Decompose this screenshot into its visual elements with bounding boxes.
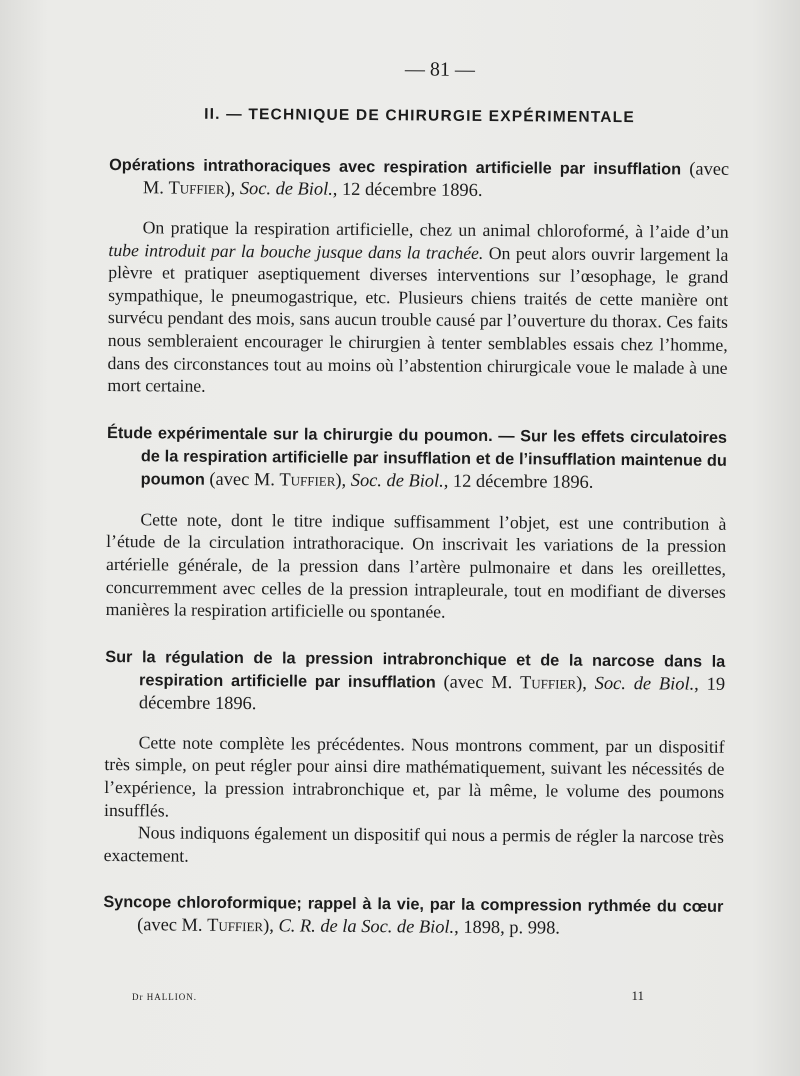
ref-date: , 1898, p. 998. <box>454 917 561 938</box>
entry-paragraph <box>107 216 728 402</box>
publication-entry <box>106 421 728 626</box>
paragraph-text: On peut alors ouvrir largement la plèvre et pratiquer aseptiquement diverses interventions sur l’œsophage, le grand sympathique, le pneumogastrique, etc. Plusieurs chiens traités de cette manière ont survécu pendant des mois, sans aucun trouble causé par l’ouverture du thorax. Ces faits nous sembleraient encourager le chirurgien à tenter semblables essais chez l’homme, dans des circonstances tout au moins où l’abstention chirurgicale voue le malade à une mort certaine. <box>107 242 729 396</box>
journal-name: C. R. de la Soc. de Biol. <box>278 915 455 938</box>
entry-header <box>109 153 729 203</box>
entry-header <box>105 645 726 718</box>
entry-header <box>107 421 728 495</box>
entry-title: Opérations intrathoraciques avec respiration artificielle par insufflation <box>109 155 682 179</box>
paragraph-text: On pratique la respiration artificielle, chez un animal chloroformé, à l’aide d’un <box>142 217 729 242</box>
coauthor-name: Tuffier <box>279 469 336 490</box>
entry-title: Sur la régulation de la pression intrabronchique et de la narcose dans la respiration artificielle par insufflation <box>105 647 726 692</box>
ref-prefix: (avec M. <box>142 158 730 198</box>
ref-mid: ), <box>335 469 351 490</box>
coauthor-name: Tuffier <box>168 177 225 198</box>
journal-name: Soc. de Biol. <box>239 178 333 199</box>
entry-title: Syncope chloroformique; rappel à la vie, par la compression rythmée du cœur <box>103 893 724 917</box>
entry-paragraph: Cette note complète les précédentes. Nous montrons comment, par un dispositif très simple, on peut régler pour ainsi dire mathématiquement, suivant les nécessités de l’expérience, la pression intrabronchique et, par là même, le volume des poumons insufflés. <box>104 731 725 820</box>
ref-date: , 12 décembre 1896. <box>443 470 594 492</box>
coauthor-name: Tuffier <box>207 915 264 936</box>
ref-date: , 12 décembre 1896. <box>332 178 483 200</box>
page-body <box>103 56 730 940</box>
page-footer <box>132 988 644 1004</box>
ref-prefix: (avec M. <box>137 914 208 936</box>
publication-entry <box>104 645 726 871</box>
ref-date: , 19 décembre 1896. <box>138 673 726 713</box>
ref-prefix: (avec M. <box>435 671 521 692</box>
author-signature: Dr HALLION. <box>132 992 197 1002</box>
journal-name: Soc. de Biol. <box>594 672 695 694</box>
page-number: — 81 — <box>404 58 475 81</box>
entry-header <box>103 890 723 940</box>
publication-entry <box>107 153 729 402</box>
coauthor-name: Tuffier <box>520 671 577 693</box>
entry-paragraph: Nous indiquons également un dispositif qui nous a permis de régler la narcose très exactement. <box>103 822 724 866</box>
sheet-number: 11 <box>631 988 644 1003</box>
entry-paragraph: Cette note, dont le titre indique suffisamment l’objet, est une contribution à l’étude de la circulation intrathoracique. On inscrivait les variations de la pression artérielle générale, de la pression dans l’artère pulmonaire et dans les oreillettes, concurremment avec celles de la pression intrapleurale, tout en modifiant de diverses manières la respiration artificielle ou spontanée. <box>105 509 727 622</box>
journal-name: Soc. de Biol. <box>350 469 444 491</box>
section-heading: II. — TECHNIQUE DE CHIRURGIE EXPÉRIMENTALE <box>204 105 635 127</box>
entry-title: Étude expérimentale sur la chirurgie du poumon. — Sur les effets circulatoires de la respiration artificielle par insufflation et de l’insufflation maintenue du poumon <box>106 423 728 489</box>
ref-prefix: (avec M. <box>204 468 280 490</box>
ref-mid: ), <box>224 177 240 199</box>
paragraph-italic: tube introduit par la bouche jusque dans la trachée. <box>108 239 484 263</box>
ref-mid: ), <box>263 915 279 936</box>
ref-mid: ), <box>576 672 595 693</box>
publication-entry <box>103 890 723 940</box>
